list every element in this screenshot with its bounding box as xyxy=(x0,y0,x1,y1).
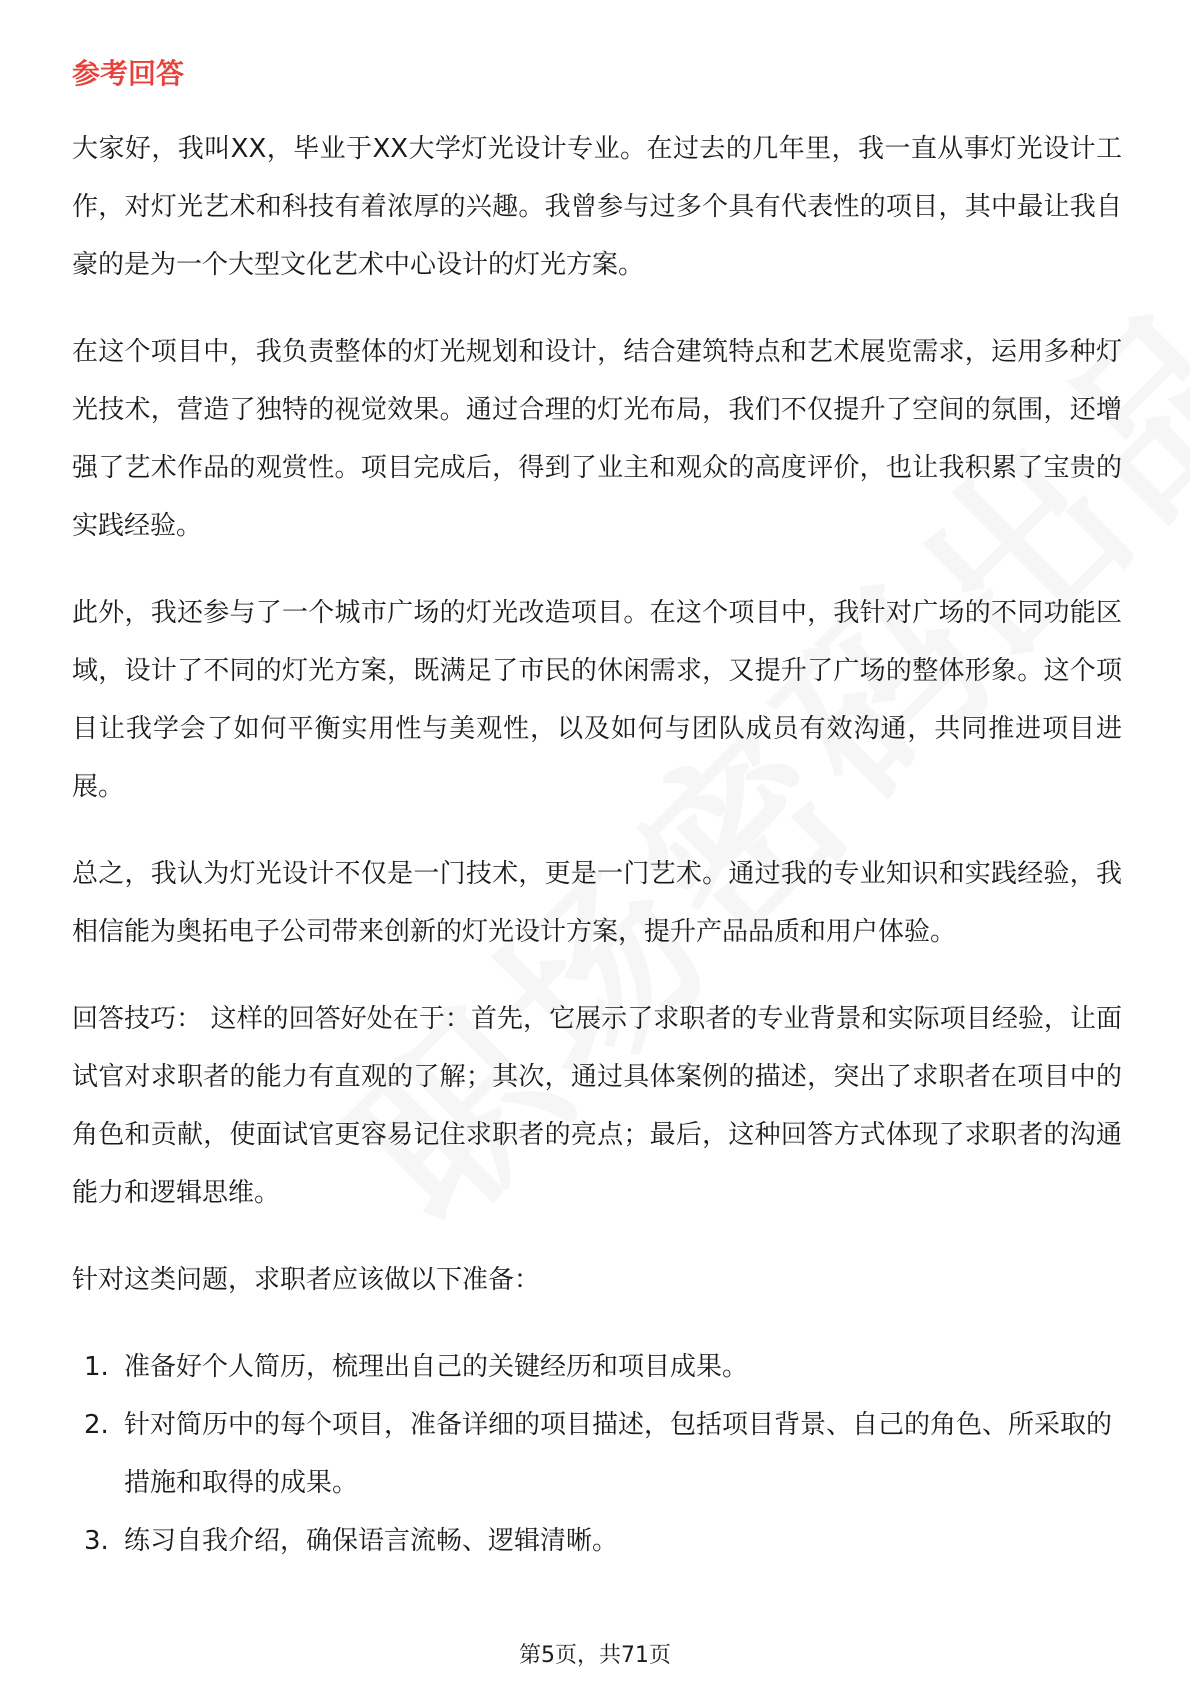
list-item-text: 针对简历中的每个项目，准备详细的项目描述，包括项目背景、自己的角色、所采取的措施和取得的成果。 xyxy=(124,1410,1113,1498)
paragraph-project-one: 在这个项目中，我负责整体的灯光规划和设计，结合建筑特点和艺术展览需求，运用多种灯光技术，营造了独特的视觉效果。通过合理的灯光布局，我们不仅提升了空间的氛围，还增强了艺术作品的观赏性。项目完成后，得到了业主和观众的高度评价，也让我积累了宝贵的实践经验。 xyxy=(72,337,1122,541)
paragraph-intro: 大家好，我叫XX，毕业于XX大学灯光设计专业。在过去的几年里，我一直从事灯光设计工作，对灯光艺术和科技有着浓厚的兴趣。我曾参与过多个具有代表性的项目，其中最让我自豪的是为一个大型文化艺术中心设计的灯光方案。 xyxy=(72,134,1122,280)
preparation-list xyxy=(72,1338,1122,1570)
list-item-number: 3. xyxy=(84,1526,109,1556)
list-item-text: 准备好个人简历，梳理出自己的关键经历和项目成果。 xyxy=(124,1352,749,1382)
list-item xyxy=(72,1338,1122,1396)
paragraph-conclusion: 总之，我认为灯光设计不仅是一门技术，更是一门艺术。通过我的专业知识和实践经验，我相信能为奥拓电子公司带来创新的灯光设计方案，提升产品品质和用户体验。 xyxy=(72,859,1122,947)
section-title: 参考回答 xyxy=(72,57,185,90)
paragraph-prep-intro: 针对这类问题，求职者应该做以下准备： xyxy=(72,1265,541,1295)
paragraph-project-two: 此外，我还参与了一个城市广场的灯光改造项目。在这个项目中，我针对广场的不同功能区域，设计了不同的灯光方案，既满足了市民的休闲需求，又提升了广场的整体形象。这个项目让我学会了如何平衡实用性与美观性，以及如何与团队成员有效沟通，共同推进项目进展。 xyxy=(72,598,1122,802)
list-item-number: 2. xyxy=(84,1410,109,1440)
list-item-number: 1. xyxy=(84,1352,109,1382)
list-item xyxy=(72,1396,1122,1512)
document-body xyxy=(72,120,1122,1570)
page-number: 第5页，共71页 xyxy=(519,1643,671,1668)
list-item xyxy=(72,1512,1122,1570)
paragraph-tips: 回答技巧： 这样的回答好处在于：首先，它展示了求职者的专业背景和实际项目经验，让面试官对求职者的能力有直观的了解；其次，通过具体案例的描述，突出了求职者在项目中的角色和贡献，使面试官更容易记住求职者的亮点；最后，这种回答方式体现了求职者的沟通能力和逻辑思维。 xyxy=(72,1004,1122,1208)
list-item-text: 练习自我介绍，确保语言流畅、逻辑清晰。 xyxy=(124,1526,619,1556)
